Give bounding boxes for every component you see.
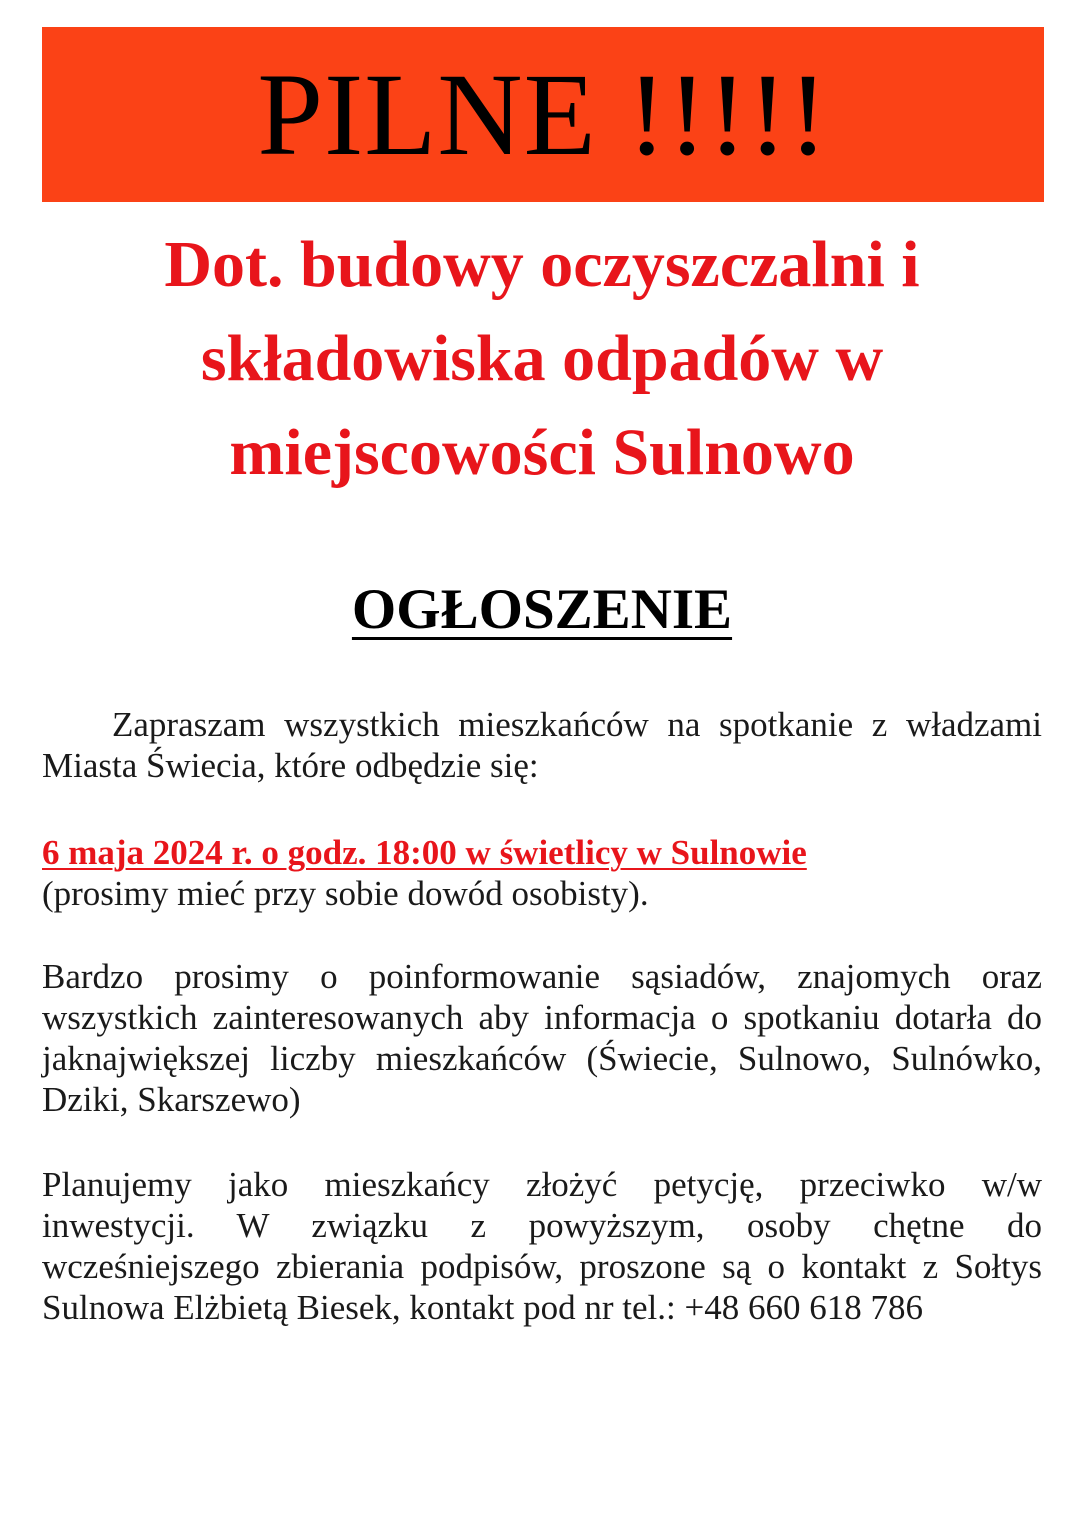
urgent-banner [42,27,1044,202]
headline-line: miejscowości Sulnowo [229,416,855,489]
inform-neighbors-paragraph [42,956,1042,1120]
petition-paragraph [42,1164,1042,1328]
headline-line: Dot. budowy oczyszczalni i [164,228,920,301]
paragraph-line: Planujemy jako mieszkańcy złożyć petycję, przeciwko w/w [42,1165,1042,1204]
paragraph-line: wcześniejszego zbierania podpisów, proszone są o kontakt z Sołtys [42,1247,1042,1286]
meeting-id-note: (prosimy mieć przy sobie dowód osobisty). [42,874,649,913]
paragraph-line: Bardzo prosimy o poinformowanie sąsiadów, znajomych oraz [42,957,1042,996]
announcement-title: OGŁOSZENIE [351,578,733,641]
invitation-paragraph [42,704,1042,786]
headline-line: składowiska odpadów w [200,322,884,395]
paragraph-line: Miasta Świecia, które odbędzie się: [42,746,539,785]
paragraph-line: Zapraszam wszystkich mieszkańców na spotkanie z władzami [112,705,1042,744]
urgent-banner-text: PILNE !!!!! [257,48,829,180]
paragraph-line: inwestycji. W związku z powyższym, osoby chętne do [42,1206,1042,1245]
paragraph-line: Sulnowa Elżbietą Biesek, kontakt pod nr tel.: +48 660 618 786 [42,1288,923,1327]
paragraph-line: wszystkich zainteresowanych aby informacja o spotkaniu dotarła do [42,998,1042,1037]
meeting-date-time-place: 6 maja 2024 r. o godz. 18:00 w świetlicy w Sulnowie [42,833,807,872]
paragraph-line: Dziki, Skarszewo) [42,1080,301,1119]
headline [40,218,1044,500]
paragraph-line: jaknajwiększej liczby mieszkańców (Świecie, Sulnowo, Sulnówko, [42,1039,1042,1078]
